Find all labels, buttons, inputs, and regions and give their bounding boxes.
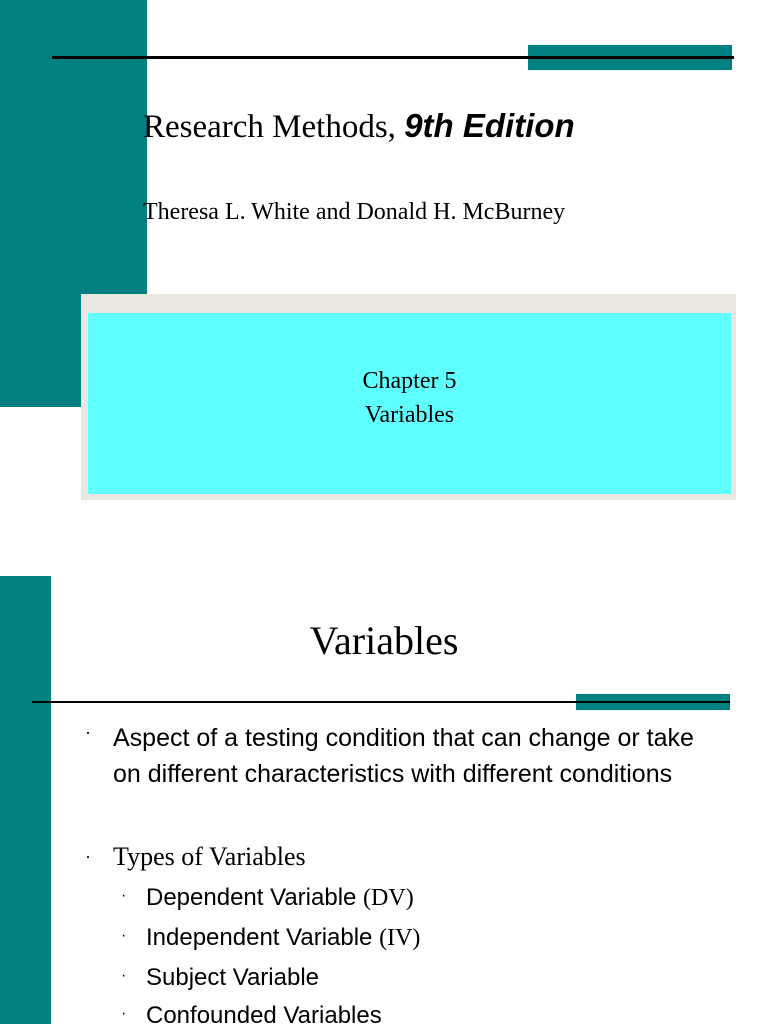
- sub-bullet-label: Independent Variable: [146, 924, 380, 951]
- bullet-marker: ·: [121, 1005, 127, 1022]
- sub-bullet-label: Confounded Variables: [146, 1002, 382, 1024]
- slide-title: Variables: [309, 618, 459, 663]
- book-title-text: Research Methods,: [143, 109, 405, 145]
- bullet-text: Types of Variables: [113, 842, 306, 871]
- teal-accent-bar: [528, 45, 732, 70]
- bullet-marker: ·: [121, 967, 127, 984]
- chapter-title: Variables: [364, 402, 455, 428]
- sub-bullet-label: Subject Variable: [146, 964, 319, 991]
- bullet-marker: ·: [121, 927, 127, 944]
- bullet-marker: ·: [85, 722, 91, 742]
- book-title: [143, 107, 575, 146]
- bullet-marker: ·: [121, 887, 127, 904]
- chapter-box: [88, 313, 731, 494]
- teal-accent-bar: [576, 694, 730, 710]
- sub-bullet-abbr: (IV): [379, 925, 421, 951]
- book-edition: 9th Edition: [404, 107, 575, 144]
- bullet-text: Aspect of a testing condition that can change or take on different characteristics with different conditions: [113, 724, 694, 788]
- bullet-marker: ·: [85, 846, 91, 866]
- slide-variables: [0, 540, 768, 1024]
- sub-bullet-text: [146, 884, 414, 912]
- sub-bullet-text: [146, 1002, 382, 1024]
- sub-bullet-label: Dependent Variable: [146, 884, 364, 911]
- sub-bullet-text: [146, 924, 420, 952]
- sub-bullet-text: [146, 964, 319, 992]
- chapter-number: Chapter 5: [362, 368, 457, 394]
- book-authors: Theresa L. White and Donald H. McBurney: [143, 199, 566, 225]
- sub-bullet-abbr: (DV): [363, 885, 414, 911]
